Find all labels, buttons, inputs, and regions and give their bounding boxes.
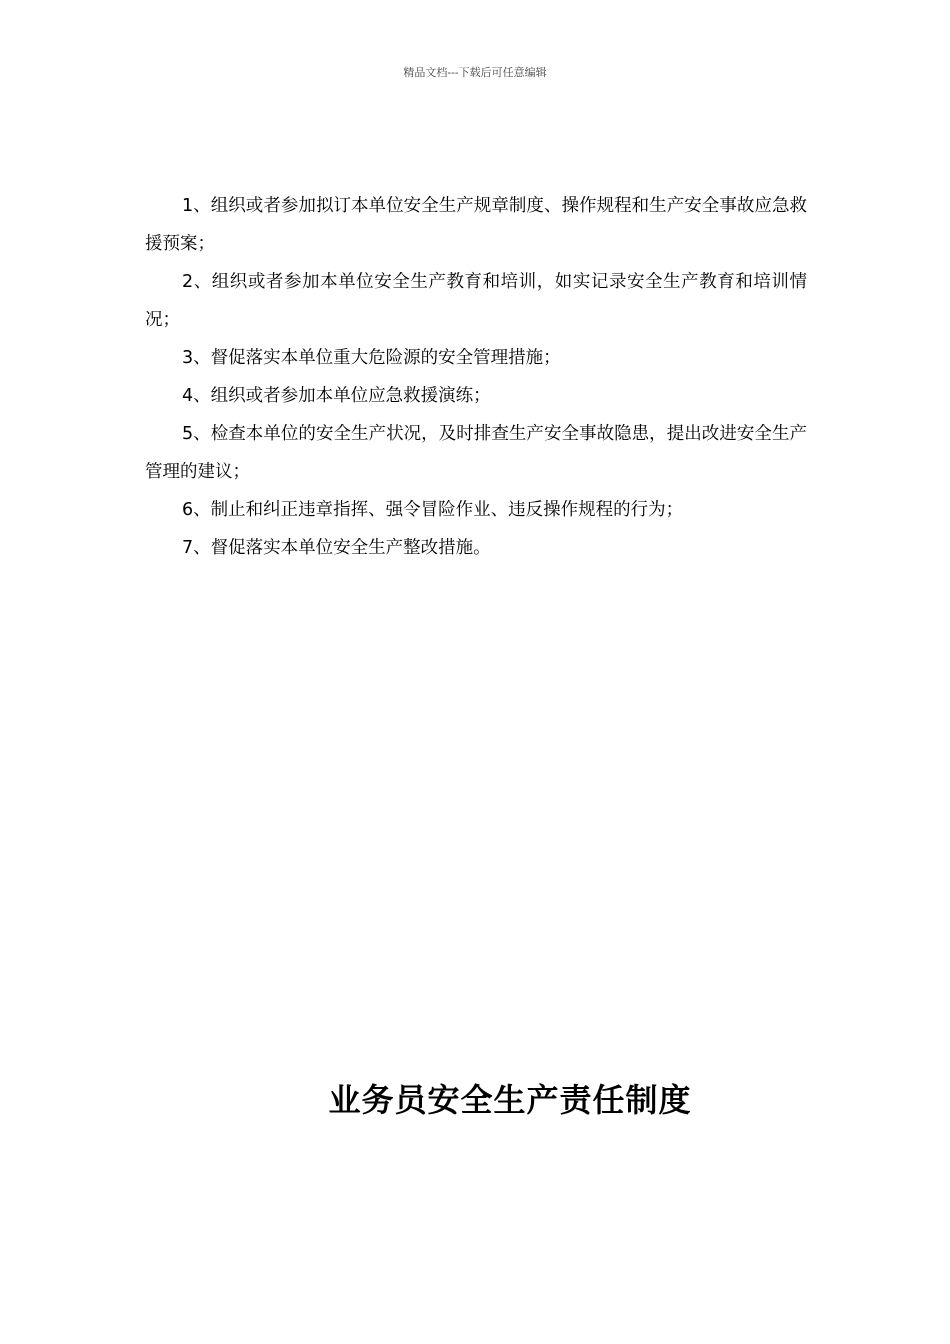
list-item: 7、督促落实本单位安全生产整改措施。 [182, 538, 491, 558]
section-title: 业务员安全生产责任制度 [328, 1081, 692, 1119]
list-item: 6、制止和纠正违章指挥、强令冒险作业、违反操作规程的行为； [182, 500, 684, 520]
list-item: 5、检查本单位的安全生产状况，及时排查生产安全事故隐患，提出改进安全生产管理的建议； [145, 424, 807, 482]
page-header: 精品文档---下载后可任意编辑 [403, 66, 547, 79]
list-item: 4、组织或者参加本单位应急救援演练； [182, 386, 491, 406]
list-item: 1、组织或者参加拟订本单位安全生产规章制度、操作规程和生产安全事故应急救援预案； [145, 196, 807, 254]
list-item: 2、组织或者参加本单位安全生产教育和培训，如实记录安全生产教育和培训情况； [145, 272, 807, 330]
list-item: 3、督促落实本单位重大危险源的安全管理措施； [182, 348, 561, 368]
duty-list [145, 187, 807, 567]
